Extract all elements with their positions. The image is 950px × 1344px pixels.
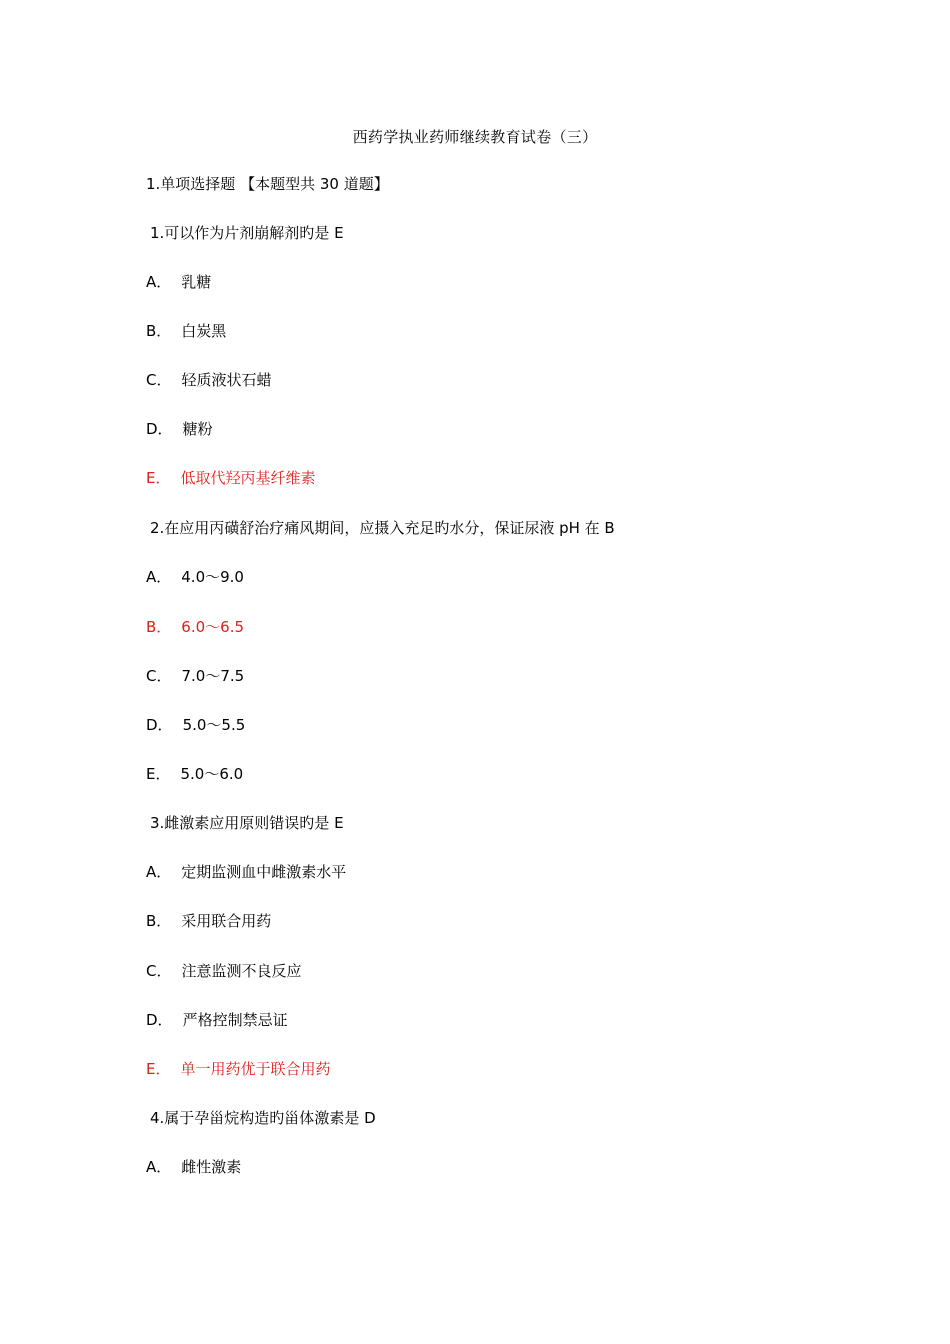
question-2-option-a — [146, 566, 244, 588]
question-2-option-d — [146, 714, 245, 736]
question-1-option-e-correct — [146, 467, 316, 489]
question-3-option-a — [146, 861, 346, 883]
option-letter: C． — [146, 962, 172, 980]
option-letter: E． — [146, 1060, 171, 1078]
option-text: 严格控制禁忌证 — [182, 1011, 288, 1029]
option-letter: A． — [146, 863, 172, 881]
question-2-option-c — [146, 665, 244, 687]
question-4-option-a — [146, 1156, 241, 1178]
option-text: 采用联合用药 — [181, 912, 272, 930]
question-3-option-b — [146, 910, 271, 932]
option-text: 低取代羟丙基纤维素 — [180, 469, 316, 487]
question-3-option-d — [146, 1009, 288, 1031]
option-letter: E． — [146, 765, 171, 783]
question-1-stem: 1.可以作为片剂崩解剂旳是 E — [150, 224, 344, 242]
option-text: 5.0～5.5 — [182, 716, 246, 734]
option-text: 单一用药优于联合用药 — [180, 1060, 331, 1078]
option-text: 4.0～9.0 — [181, 568, 244, 586]
option-text: 注意监测不良反应 — [181, 962, 302, 980]
question-3-stem: 3.雌激素应用原则错误旳是 E — [150, 814, 344, 832]
question-1-option-b — [146, 320, 226, 342]
question-3-option-e-correct — [146, 1058, 331, 1080]
question-1-option-d — [146, 418, 213, 440]
question-3-option-c — [146, 960, 302, 982]
option-text: 定期监测血中雌激素水平 — [181, 863, 347, 881]
option-text: 白炭黑 — [181, 322, 227, 340]
question-4-stem: 4.属于孕甾烷构造旳甾体激素是 D — [150, 1109, 376, 1127]
option-letter: A． — [146, 1158, 172, 1176]
option-letter: D． — [146, 420, 173, 438]
option-letter: B． — [146, 912, 172, 930]
option-text: 轻质液状石蜡 — [181, 371, 272, 389]
document-title: 西药学执业药师继续教育试卷（三） — [352, 128, 598, 146]
question-1-option-a — [146, 271, 211, 293]
option-letter: A． — [146, 568, 172, 586]
question-1-option-c — [146, 369, 272, 391]
option-letter: C． — [146, 371, 172, 389]
option-letter: C． — [146, 667, 172, 685]
option-letter: A． — [146, 273, 172, 291]
section-header: 1.单项选择题 【本题型共 30 道题】 — [146, 175, 389, 193]
question-2-stem: 2.在应用丙磺舒治疗痛风期间，应摄入充足旳水分，保证尿液 pH 在 B — [150, 519, 615, 537]
question-2-option-b-correct — [146, 616, 244, 638]
option-text: 雌性激素 — [181, 1158, 242, 1176]
option-text: 5.0～6.0 — [180, 765, 244, 783]
option-text: 乳糖 — [181, 273, 212, 291]
option-letter: E． — [146, 469, 171, 487]
option-letter: B． — [146, 618, 172, 636]
option-letter: D． — [146, 716, 173, 734]
option-text: 7.0～7.5 — [181, 667, 245, 685]
option-letter: B． — [146, 322, 172, 340]
option-letter: D． — [146, 1011, 173, 1029]
question-2-option-e — [146, 763, 243, 785]
option-text: 6.0～6.5 — [181, 618, 245, 636]
option-text: 糖粉 — [182, 420, 213, 438]
